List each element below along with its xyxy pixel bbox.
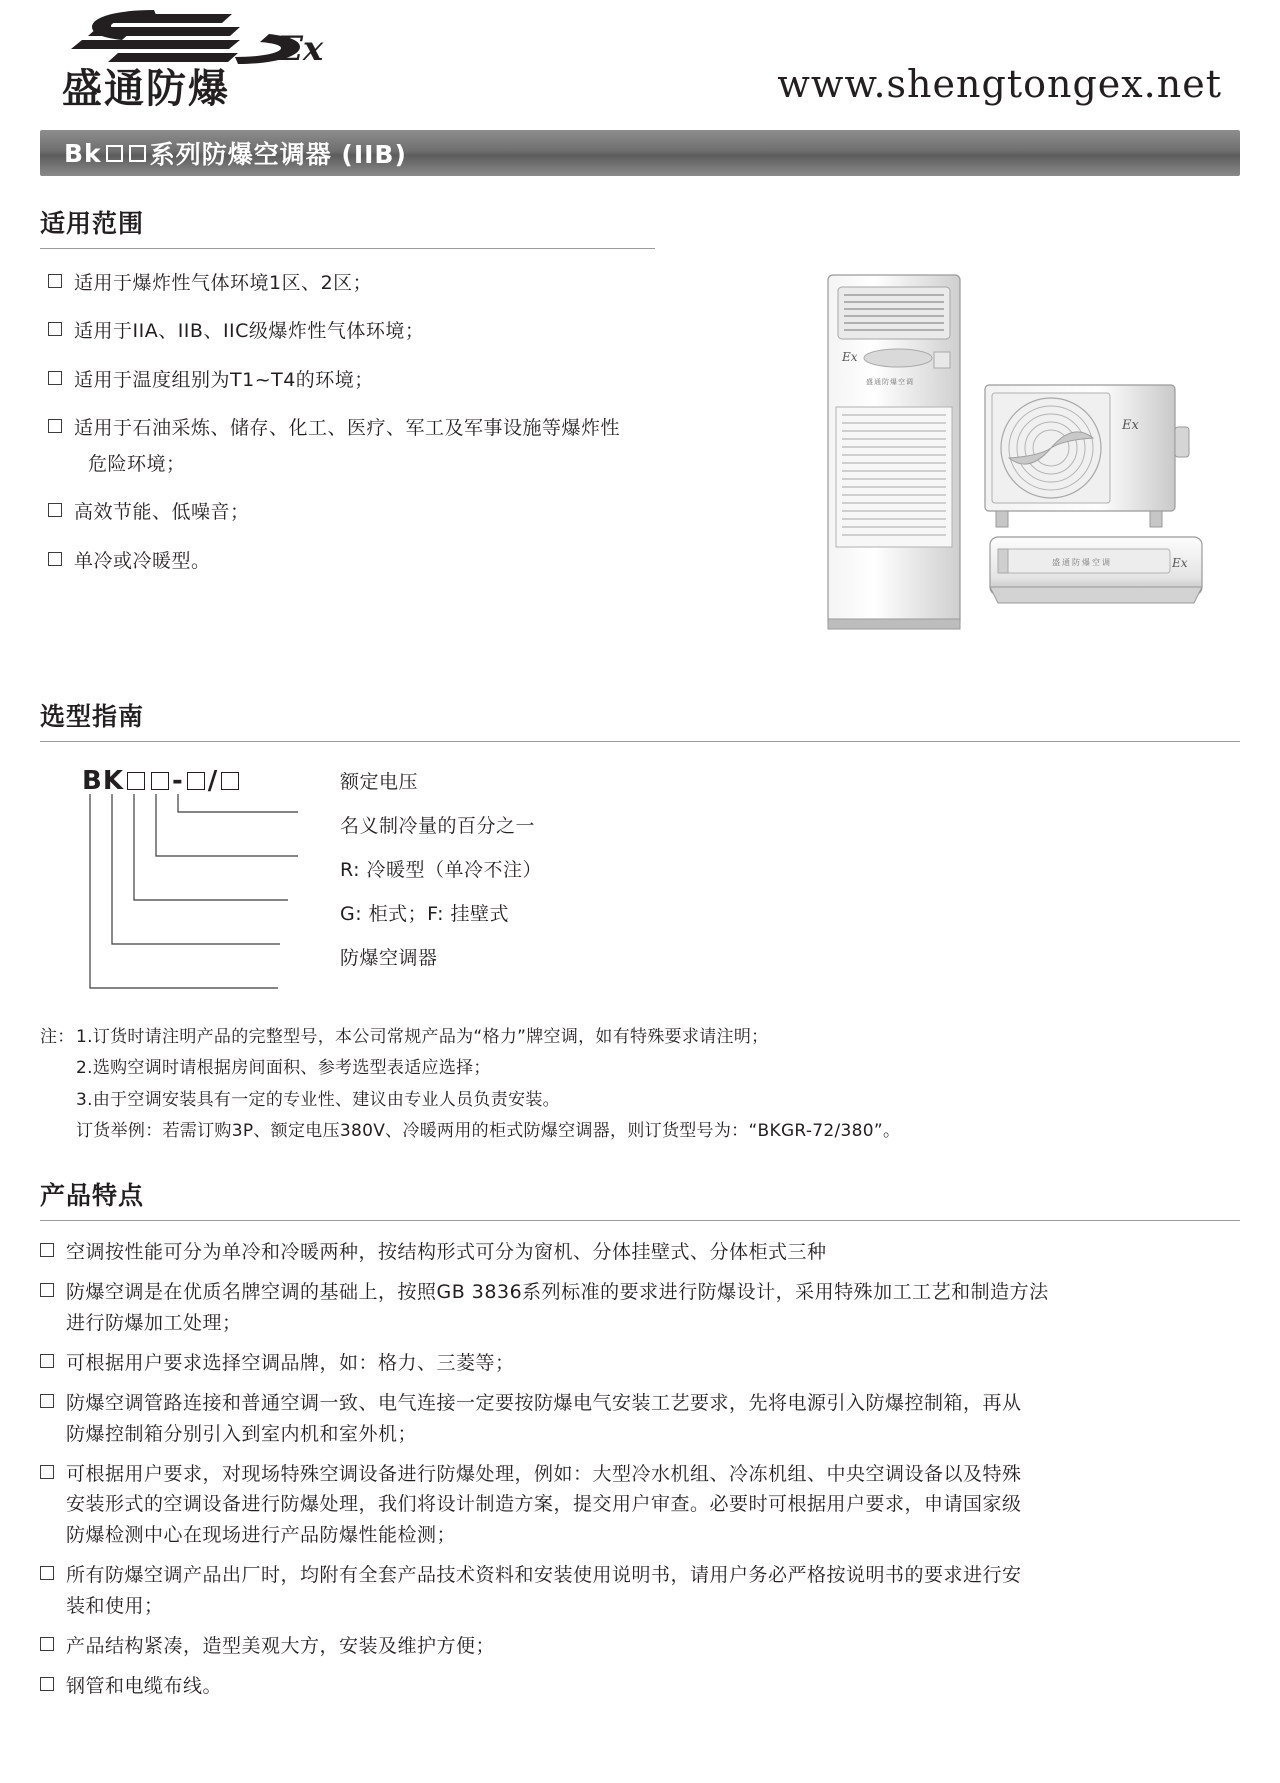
checkbox-icon [48, 371, 62, 385]
checkbox-icon [40, 1637, 54, 1651]
model-code-diagram [40, 760, 1240, 1018]
order-example: 订货举例：若需订购3P、额定电压380V、冷暖两用的柜式防爆空调器，则订货型号为：“BKGR-72/380”。 [76, 1121, 901, 1142]
note-row [40, 1022, 1240, 1053]
list-item: 空调按性能可分为单冷和冷暖两种，按结构形式可分为窗机、分体挂壁式、分体柜式三种 [40, 1237, 1240, 1267]
legend-item: 防爆空调器 [340, 947, 438, 969]
list-item: 适用于爆炸性气体环境1区、2区； [48, 269, 680, 298]
features-list [40, 1237, 1240, 1702]
outdoor-unit [985, 385, 1189, 527]
svg-text:Ex: Ex [842, 350, 858, 364]
product-title-prefix: Bk [64, 138, 102, 168]
legend-item: 名义制冷量的百分之一 [340, 815, 536, 837]
checkbox-icon [48, 419, 62, 433]
list-item: 单冷或冷暖型。 [48, 547, 680, 576]
model-guide-notes [40, 1022, 1240, 1148]
section-rule [40, 248, 655, 249]
checkbox-icon [48, 552, 62, 566]
checkbox-icon [40, 1566, 54, 1580]
list-item: 高效节能、低噪音； [48, 498, 680, 527]
page-header [40, 0, 1240, 120]
model-code: BK - / [82, 766, 242, 796]
checkbox-icon [48, 503, 62, 517]
legend-item: G: 柜式；F: 挂壁式 [340, 903, 510, 925]
legend-item: R: 冷暖型（单冷不注） [340, 859, 543, 881]
slash-separator: / [207, 766, 219, 796]
list-item: 可根据用户要求选择空调品牌，如：格力、三菱等； [40, 1348, 1240, 1378]
checkbox-icon [40, 1394, 54, 1408]
leader-lines [40, 760, 340, 1018]
note-text: 3.由于空调安装具有一定的专业性、建议由专业人员负责安装。 [76, 1089, 560, 1110]
section-heading-scope: 适用范围 [40, 209, 145, 238]
product-title-bar [40, 130, 1240, 176]
list-item: 防爆空调是在优质名牌空调的基础上，按照GB 3836系列标准的要求进行防爆设计，采用特殊加工工艺和制造方法 进行防爆加工处理； [40, 1277, 1240, 1338]
svg-text:盛通防爆空调: 盛通防爆空调 [866, 378, 914, 386]
checkbox-icon [48, 322, 62, 336]
svg-text:盛通防爆空调: 盛通防爆空调 [1052, 558, 1112, 567]
legend-item: 额定电压 [340, 771, 419, 793]
product-title-suffix: 系列防爆空调器 (IIB) [149, 140, 407, 169]
checkbox-icon [40, 1283, 54, 1297]
logo-mark-icon [62, 8, 372, 70]
svg-text:Ex: Ex [277, 29, 324, 69]
list-item: 产品结构紧凑，造型美观大方，安装及维护方便； [40, 1631, 1240, 1661]
note-text: 1.订货时请注明产品的完整型号，本公司常规产品为“格力”牌空调，如有特殊要求请注明； [76, 1027, 769, 1047]
list-item: 防爆空调管路连接和普通空调一致、电气连接一定要按防爆电气安装工艺要求，先将电源引入防爆控制箱，再从 防爆控制箱分别引入到室内机和室外机； [40, 1388, 1240, 1449]
cabinet-unit [828, 275, 960, 629]
checkbox-icon [40, 1465, 54, 1479]
model-code-legend [340, 760, 980, 980]
list-item: 适用于IIA、IIB、IIC级爆炸性气体环境； [48, 317, 680, 346]
list-item: 可根据用户要求，对现场特殊空调设备进行防爆处理，例如：大型冷水机组、冷冻机组、中央空调设备以及特殊 安装形式的空调设备进行防爆处理，我们将设计制造方案，提交用户审查。必要时可根据用户要求，申请国家级 防爆检测中心在现场进行产品防爆性能检测； [40, 1459, 1240, 1550]
checkbox-icon [48, 274, 62, 288]
list-item: 钢管和电缆布线。 [40, 1671, 1240, 1701]
checkbox-icon [40, 1677, 54, 1691]
svg-text:Ex: Ex [1172, 556, 1188, 570]
section-rule [40, 1220, 1240, 1221]
scope-list [40, 269, 680, 576]
list-item: 适用于石油采炼、储存、化工、医疗、军工及军事设施等爆炸性 危险环境； [48, 414, 680, 479]
scope-section [40, 269, 1240, 669]
dash-separator: - [171, 766, 184, 796]
website-url: www.shengtongex.net [777, 62, 1222, 106]
product-photo [820, 257, 1240, 657]
section-heading-model-guide: 选型指南 [40, 702, 145, 731]
checkbox-icon [40, 1354, 54, 1368]
company-logo [62, 8, 402, 110]
product-title [64, 135, 407, 171]
list-item: 所有防爆空调产品出厂时，均附有全套产品技术资料和安装使用说明书，请用户务必严格按说明书的要求进行安 装和使用； [40, 1560, 1240, 1621]
notes-label: 注： [40, 1027, 75, 1047]
wall-unit [990, 537, 1202, 603]
logo-chinese-name: 盛通防爆 [62, 66, 230, 112]
svg-text:Ex: Ex [1122, 418, 1139, 433]
section-heading-features: 产品特点 [40, 1180, 145, 1210]
placeholder-box-icon [106, 145, 123, 162]
section-rule [40, 741, 1240, 742]
note-text: 2.选购空调时请根据房间面积、参考选型表适应选择； [76, 1058, 491, 1079]
list-item: 适用于温度组别为T1~T4的环境； [48, 366, 680, 395]
placeholder-box-icon [129, 145, 146, 162]
checkbox-icon [40, 1243, 54, 1257]
